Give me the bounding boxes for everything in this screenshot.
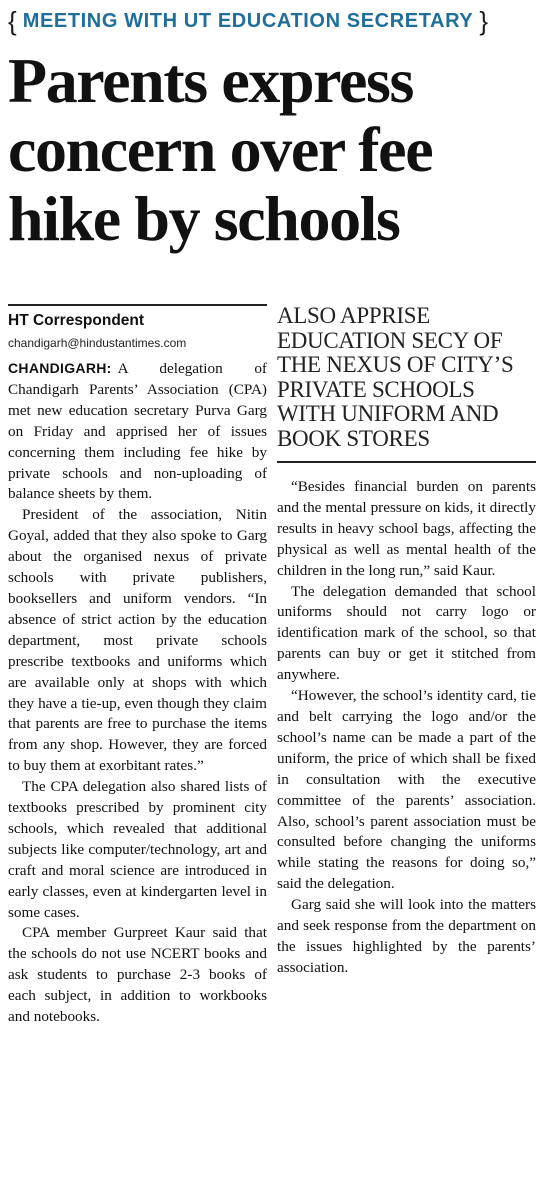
left-column	[8, 304, 267, 1028]
headline-line-1: Parents express	[8, 45, 414, 116]
headline-line-3: hike by schools	[8, 183, 400, 254]
article-columns	[8, 304, 536, 1028]
kicker-brace-open: {	[8, 6, 17, 36]
pull-quote: ALSO APPRISE EDUCATION SECY OF THE NEXUS OF CITY’S PRIVATE SCHOOLS WITH UNIFORM AND BOOK STORES	[277, 304, 536, 463]
byline-rule	[8, 304, 267, 306]
byline-email: chandigarh@hindustantimes.com	[8, 336, 187, 350]
paragraph-7: “However, the school’s identity card, tie and belt carrying the logo and/or the school’s name can be made a part of the uniform, the price of which shall be fixed in consultation with the executive committee of the parents’ association. Also, school’s parent association must be consulted before changing the uniforms while stating the reasons for doing so,” said the delegation.	[277, 687, 536, 893]
paragraph-4: CPA member Gurpreet Kaur said that the schools do not use NCERT books and ask students to purchase 2-3 books of each subject, in addition to workbooks and notebooks.	[8, 924, 267, 1026]
right-column	[277, 304, 536, 1028]
right-body	[277, 477, 536, 979]
paragraph-2: President of the association, Nitin Goyal, added that they also spoke to Garg about the organised nexus of private schools with private publishers, booksellers and uniform vendors. “In absence of strict action by the education department, most private schools prescribe textbooks and uniforms which are available only at shops with which they have a tie-up, even though they claim that parents are free to purchase the items from any shop. However, they are forced to buy them at exorbitant rates.”	[8, 506, 267, 775]
paragraph-1	[8, 358, 267, 505]
left-body	[8, 358, 267, 1028]
kicker-text: MEETING WITH UT EDUCATION SECRETARY	[22, 9, 474, 32]
paragraph-1-text: A delegation of Chandigarh Parents’ Association (CPA) met new education secretary Purva Garg on Friday and apprised her of issues concerning them including fee hike by private schools and non-uploading of balance sheets by them.	[8, 360, 267, 503]
kicker-brace-close: }	[479, 6, 488, 36]
paragraph-3: The CPA delegation also shared lists of textbooks prescribed by prominent city schools, which revealed that additional subjects like computer/technology, art and craft and moral science are introduced in early classes, even at kindergarten level in some cases.	[8, 778, 267, 921]
headline-line-2: concern over fee	[8, 114, 433, 185]
dateline: CHANDIGARH:	[8, 360, 112, 376]
headline	[8, 46, 536, 253]
paragraph-6: The delegation demanded that school uniforms should not carry logo or identification mark of the school, so that parents can buy or get it stitched from anywhere.	[277, 582, 536, 684]
byline-author: HT Correspondent	[8, 312, 145, 329]
section-kicker	[8, 0, 536, 42]
paragraph-8: Garg said she will look into the matters and seek response from the department on the issues highlighted by the parents’ association.	[277, 896, 536, 976]
paragraph-5: “Besides financial burden on parents and the mental pressure on kids, it directly results in heavy school bags, affecting the physical as well as mental health of the children in the long run,” said Kaur.	[277, 478, 536, 579]
